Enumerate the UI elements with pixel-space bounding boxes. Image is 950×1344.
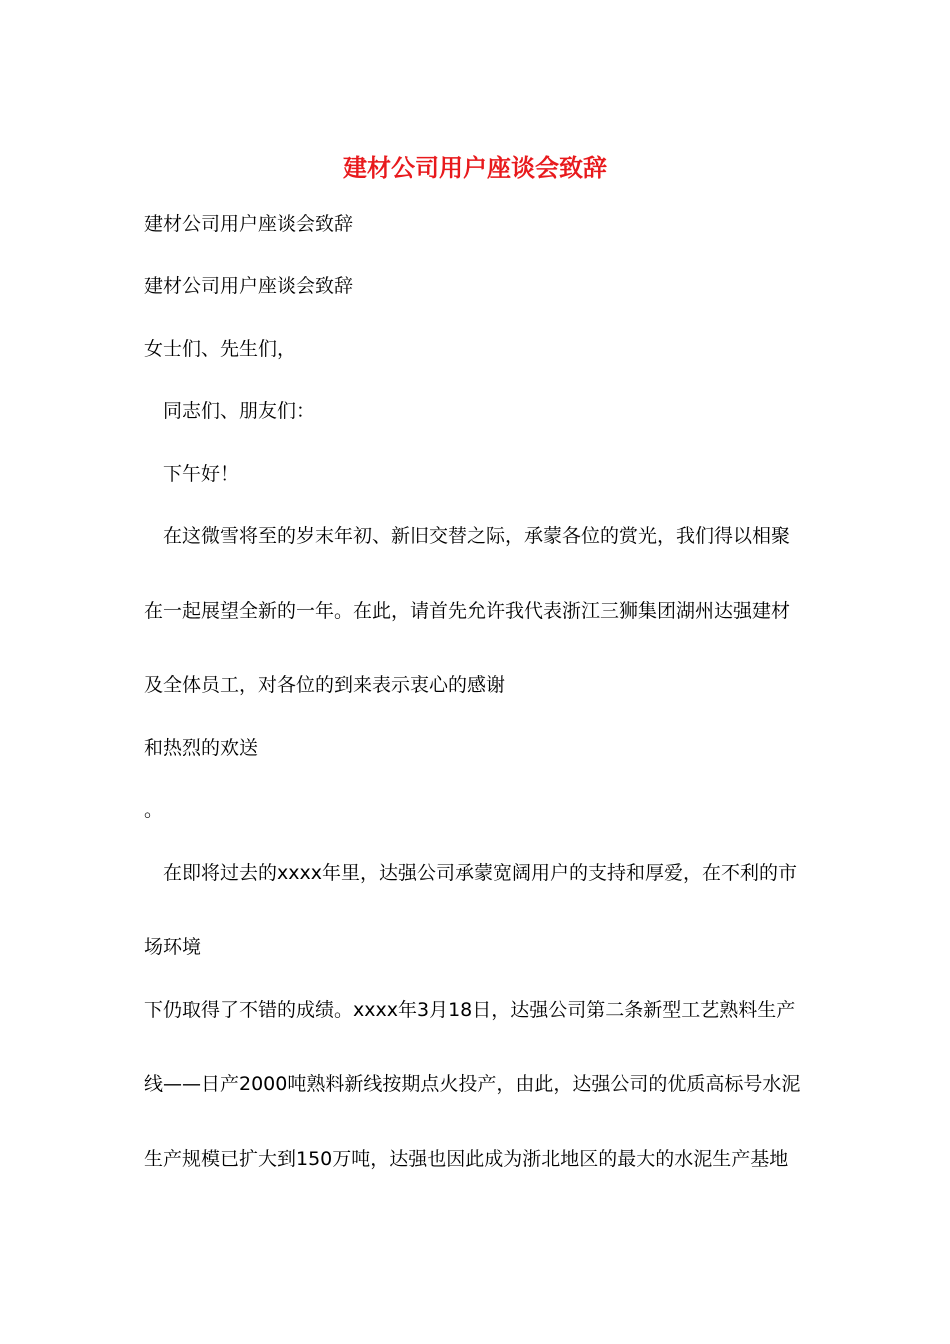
paragraph-line: 下仍取得了不错的成绩。xxxx年3月18日，达强公司第二条新型工艺熟料生产 <box>144 999 796 1021</box>
paragraph-line: 线——日产2000吨熟料新线按期点火投产，由此，达强公司的优质高标号水泥 <box>144 1073 801 1095</box>
document-title: 建材公司用户座谈会致辞 <box>343 153 607 182</box>
paragraph-line: 建材公司用户座谈会致辞 <box>144 213 354 235</box>
paragraph-line: 在这微雪将至的岁末年初、新旧交替之际，承蒙各位的赏光，我们得以相聚 <box>163 525 791 547</box>
salutation-line: 女士们、先生们， <box>144 338 297 360</box>
paragraph-line: 场环境 <box>144 936 202 958</box>
paragraph-line: 在即将过去的xxxx年里，达强公司承蒙宽阔用户的支持和厚爱，在不利的市 <box>163 862 797 884</box>
paragraph-line: 建材公司用户座谈会致辞 <box>144 275 354 297</box>
paragraph-line: 在一起展望全新的一年。在此，请首先允许我代表浙江三狮集团湖州达强建材 <box>144 600 791 622</box>
paragraph-line: 和热烈的欢送 <box>144 737 259 759</box>
greeting-line: 下午好！ <box>163 463 240 485</box>
paragraph-line: 及全体员工，对各位的到来表示衷心的感谢 <box>144 674 506 696</box>
salutation-line: 同志们、朋友们： <box>163 400 316 422</box>
paragraph-line: 。 <box>144 799 164 821</box>
paragraph-line: 生产规模已扩大到150万吨，达强也因此成为浙北地区的最大的水泥生产基地 <box>144 1148 789 1170</box>
